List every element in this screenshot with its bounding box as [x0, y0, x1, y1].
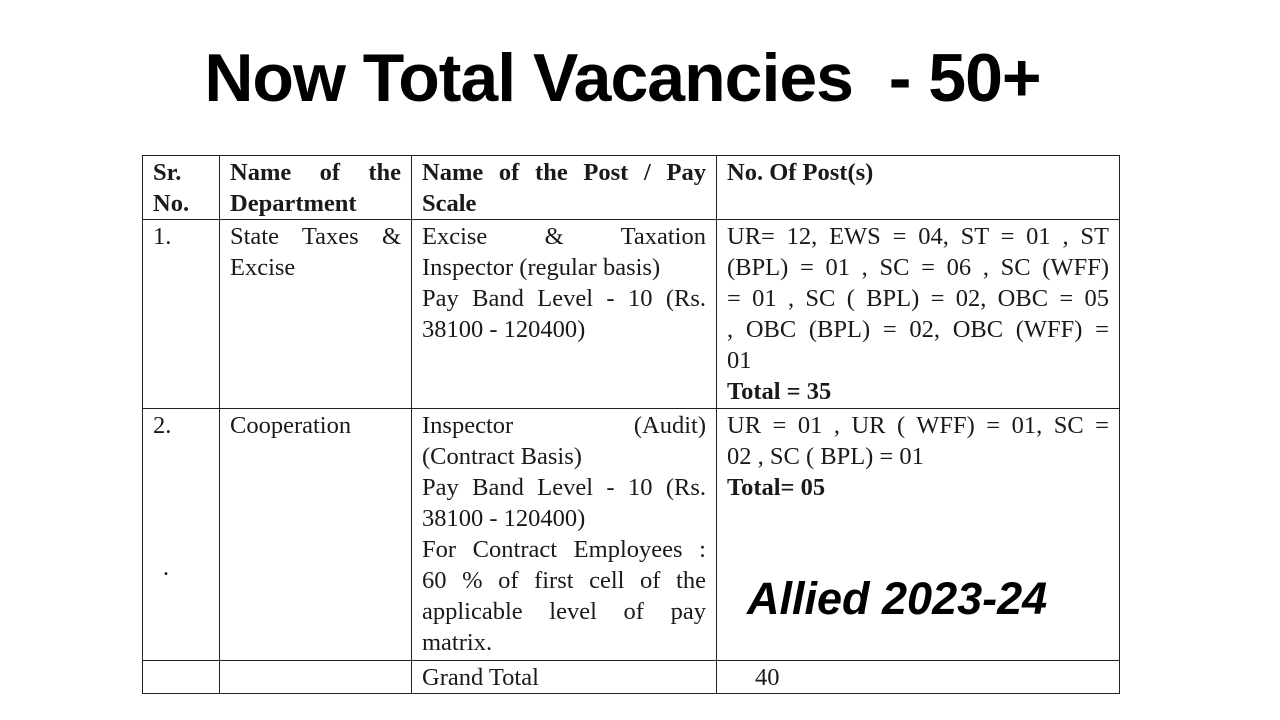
page-title: Now Total Vacancies - 50+: [204, 40, 1041, 116]
row-post: Inspector (Audit) (Contract Basis) Pay Band Level - 10 (Rs. 38100 - 120400) For Contract Employees : 60 % of first cell of the applicable level of pay matrix.: [412, 409, 717, 661]
row-sr: 1.: [143, 220, 220, 409]
row-department: Cooperation: [220, 409, 412, 661]
header-sr-no: Sr. No.: [143, 156, 220, 220]
header-department: Name of the Department: [220, 156, 412, 220]
row-total: Total = 35: [727, 378, 832, 405]
stray-mark: .: [163, 555, 169, 581]
grand-total-label: Grand Total: [412, 661, 717, 694]
allied-label: Allied 2023-24: [747, 573, 1048, 624]
grand-total-row: [143, 661, 1120, 694]
header-post: Name of the Post / Pay Scale: [412, 156, 717, 220]
row-department: State Taxes & Excise: [220, 220, 412, 409]
table-header-row: [143, 156, 1120, 220]
row-post: Excise & Taxation Inspector (regular basis) Pay Band Level - 10 (Rs. 38100 - 120400): [412, 220, 717, 409]
row-sr: 2.: [143, 409, 220, 661]
row-posts: UR= 12, EWS = 04, ST = 01 , ST (BPL) = 01 , SC = 06 , SC (WFF) = 01 , SC ( BPL) = 02, OBC = 05 , OBC (BPL) = 02, OBC (WFF) = 01 Total = 35: [717, 220, 1120, 409]
header-posts-count: No. Of Post(s): [717, 156, 1120, 220]
table-row: [143, 220, 1120, 409]
row-posts: UR = 01 , UR ( WFF) = 01, SC = 02 , SC ( BPL) = 01 Total= 05: [717, 409, 1120, 661]
row-total: Total= 05: [727, 474, 826, 501]
grand-total-value: 40: [717, 661, 1120, 694]
